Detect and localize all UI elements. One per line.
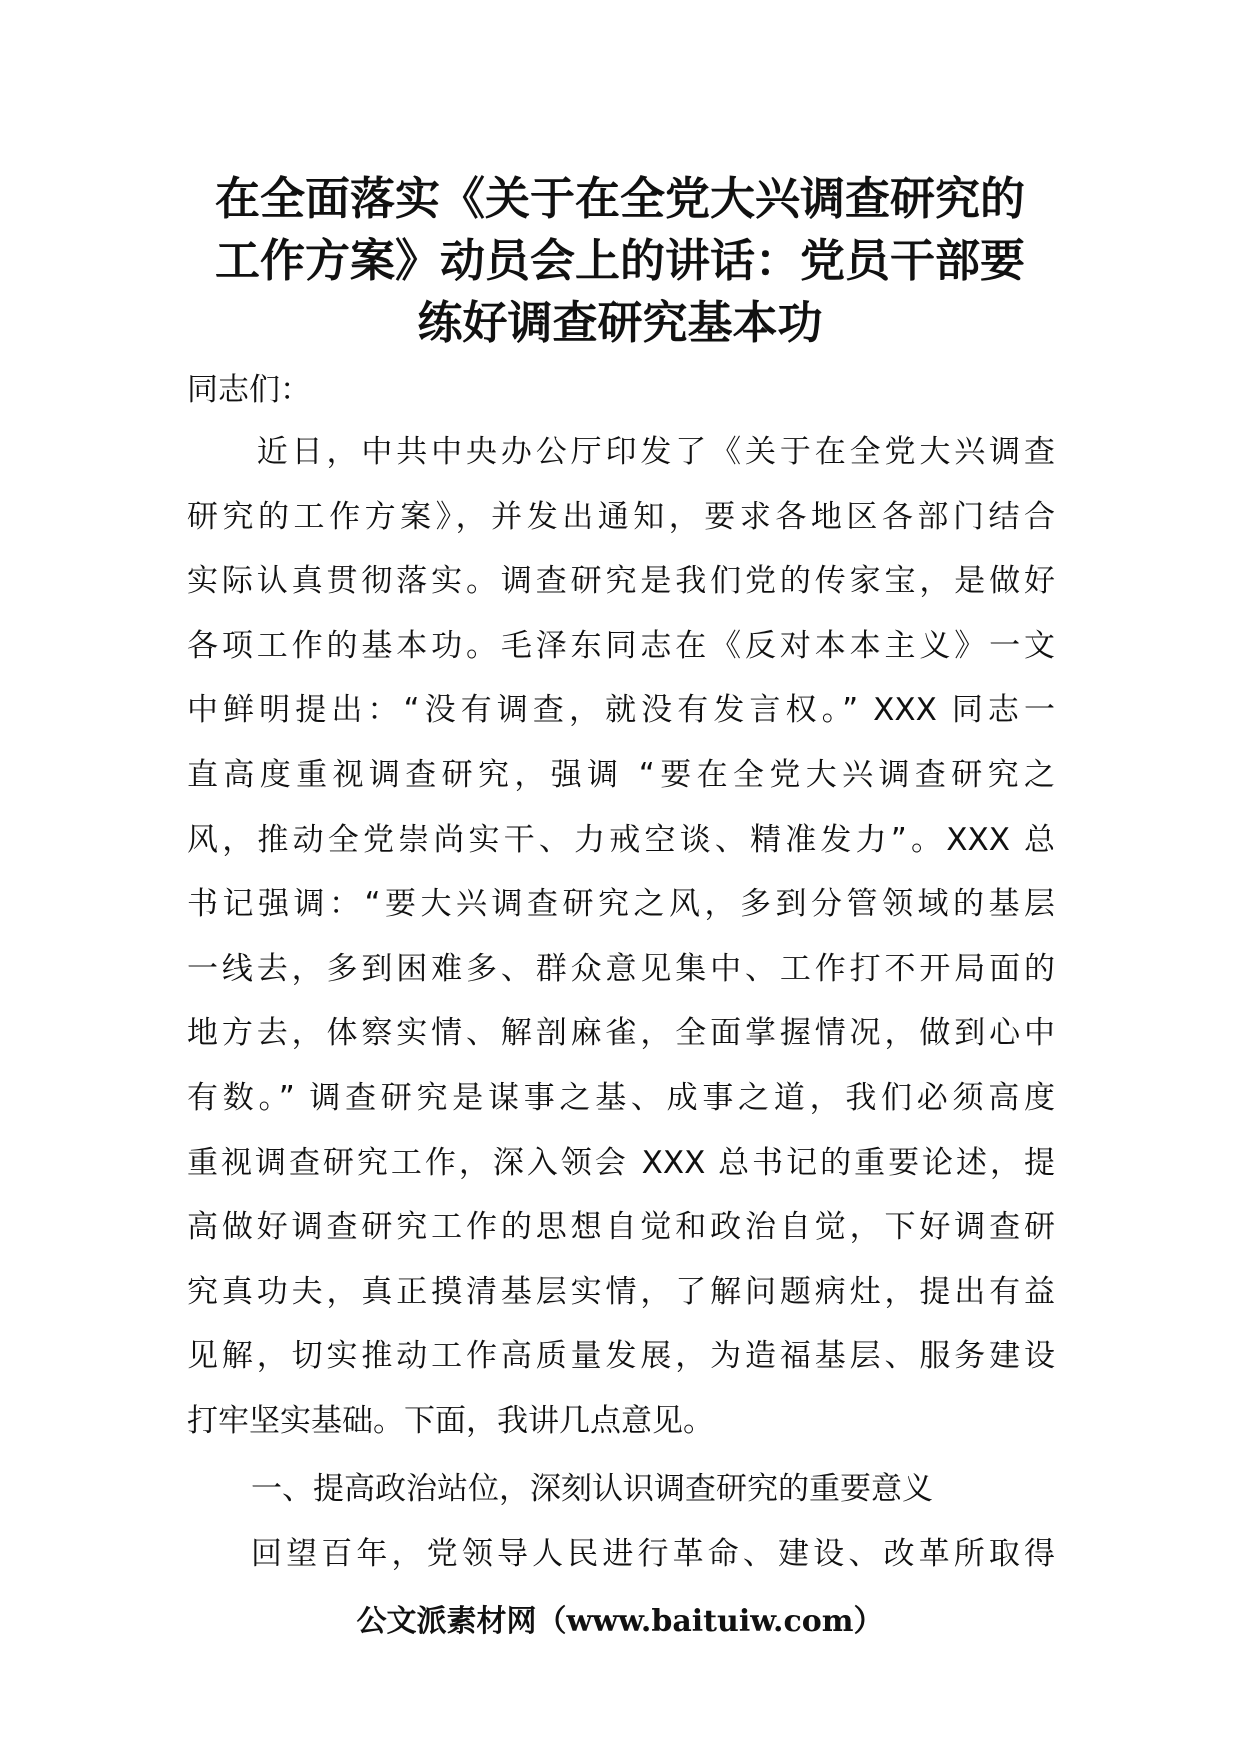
paragraph-line: 研究的工作方案》，并发出通知，要求各地区各部门结合 — [187, 498, 1055, 535]
paragraph-line: 风，推动全党崇尚实干、力戒空谈、精准发力”。XXX 总 — [187, 821, 1055, 858]
paragraph-line: 实际认真贯彻落实。调查研究是我们党的传家宝，是做好 — [187, 563, 1055, 600]
paragraph-line: 直高度重视调查研究，强调 “要在全党大兴调查研究之 — [187, 756, 1055, 793]
footer-source: 公文派素材网（www.baituiw.com） — [356, 1604, 884, 1639]
title-line: 练好调查研究基本功 — [417, 296, 823, 349]
paragraph-line: 见解，切实推动工作高质量发展，为造福基层、服务建设 — [187, 1338, 1055, 1375]
paragraph-line: 中鲜明提出：“没有调查，就没有发言权。” XXX 同志一 — [187, 692, 1055, 729]
intro-paragraph — [187, 432, 1055, 1466]
document-title — [190, 168, 1050, 354]
paragraph-line: 一线去，多到困难多、群众意见集中、工作打不开局面的 — [187, 950, 1055, 987]
paragraph-line: 各项工作的基本功。毛泽东同志在《反对本本主义》一文 — [187, 627, 1055, 664]
section-paragraph-line: 回望百年，党领导人民进行革命、建设、改革所取得 — [251, 1536, 1055, 1572]
paragraph-line: 近日，中共中央办公厅印发了《关于在全党大兴调查 — [187, 434, 1055, 470]
paragraph-line: 书记强调：“要大兴调查研究之风，多到分管领域的基层 — [187, 886, 1055, 923]
title-line: 工作方案》动员会上的讲话：党员干部要 — [214, 234, 1025, 287]
paragraph-line: 究真功夫，真正摸清基层实情，了解问题病灶，提出有益 — [187, 1273, 1055, 1310]
paragraph-line: 高做好调查研究工作的思想自觉和政治自觉，下好调查研 — [187, 1209, 1055, 1246]
title-line: 在全面落实《关于在全党大兴调查研究的 — [214, 172, 1025, 225]
salutation: 同志们： — [187, 372, 311, 408]
section-heading: 一、提高政治站位，深刻认识调查研究的重要意义 — [251, 1471, 933, 1507]
paragraph-line: 重视调查研究工作，深入领会 XXX 总书记的重要论述，提 — [187, 1144, 1055, 1181]
paragraph-line: 有数。” 调查研究是谋事之基、成事之道，我们必须高度 — [187, 1079, 1055, 1116]
paragraph-line: 打牢坚实基础。下面，我讲几点意见。 — [187, 1402, 714, 1439]
paragraph-line: 地方去，体察实情、解剖麻雀，全面掌握情况，做到心中 — [187, 1015, 1055, 1052]
